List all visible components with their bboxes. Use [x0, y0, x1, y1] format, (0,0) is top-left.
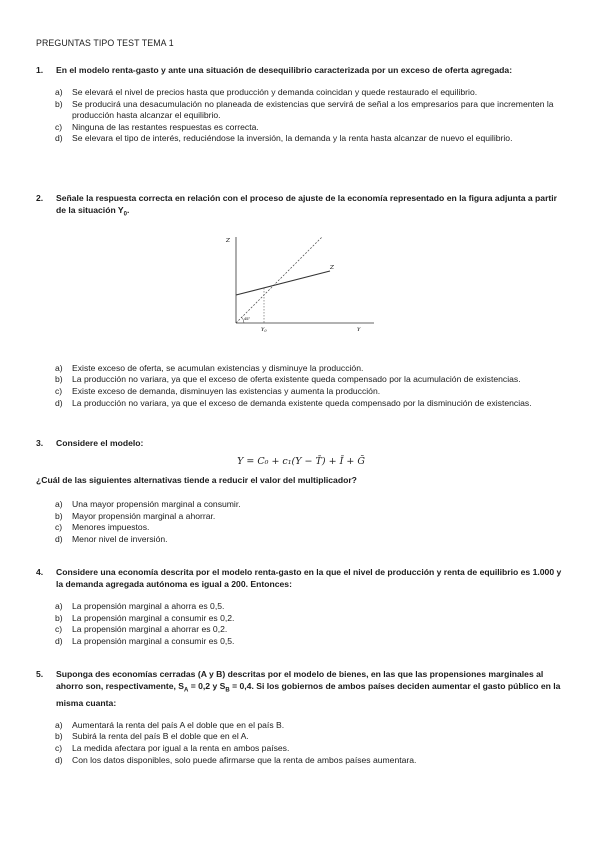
question-number: 5. — [36, 669, 44, 679]
question-1 — [36, 64, 566, 145]
option-text: Se elevara el tipo de interés, reduciéndose la inversión, la demanda y la renta hasta alcanzar de nuevo el equilibrio. — [72, 133, 513, 144]
option-letter: a) — [55, 499, 63, 509]
option-text: La producción no variara, ya que el exceso de oferta existente queda compensado por la acumulación de existencias. — [72, 374, 521, 385]
subscript: A — [184, 687, 189, 694]
subscript: B — [225, 687, 230, 694]
option-text: La propensión marginal a consumir es 0,5. — [72, 635, 235, 646]
model-formula: Y = C₀ + c₁(Y − T̄) + Ī + Ḡ — [237, 456, 365, 467]
option-text: Con los datos disponibles, solo puede afirmarse que la renta de ambos países aumentara. — [72, 754, 417, 765]
options-list — [36, 601, 566, 647]
option-c[interactable] — [36, 522, 566, 534]
option-a[interactable] — [36, 87, 566, 99]
option-a[interactable] — [36, 720, 566, 732]
y-axis-label: Z — [226, 237, 230, 244]
option-text: Una mayor propensión marginal a consumir. — [72, 499, 241, 509]
option-d[interactable] — [36, 133, 566, 145]
option-a[interactable] — [36, 601, 566, 613]
option-text: Se elevará el nivel de precios hasta que producción y demanda coincidan y quede restaurado el equilibrio. — [72, 87, 478, 97]
option-letter: a) — [55, 362, 63, 373]
option-b[interactable] — [36, 731, 566, 743]
option-letter: d) — [55, 635, 63, 646]
page-title: PREGUNTAS TIPO TEST TEMA 1 — [36, 38, 174, 48]
option-text: Se producirá una desacumulación no planeada de existencias que servirá de señal a los empresarios para que incrementen la producción hasta alcanzar el equilibrio. — [72, 98, 554, 121]
option-d[interactable] — [36, 398, 566, 410]
option-letter: b) — [55, 374, 63, 385]
option-text: Existe exceso de oferta, se acumulan existencias y disminuye la producción. — [72, 362, 364, 373]
question-text: Considere el modelo: — [56, 438, 144, 448]
adjustment-figure — [214, 229, 394, 341]
option-text: Existe exceso de demanda, disminuyen las existencias y aumenta la producción. — [72, 385, 381, 396]
subscript: 0 — [123, 211, 128, 218]
question-text: Señale la respuesta correcta en relación con el proceso de ajuste de la economía representado en la figura adjunta a partir de la situación $Y_0$. — [56, 193, 558, 218]
option-b[interactable] — [36, 374, 566, 386]
demand-line — [236, 271, 330, 295]
options-list — [36, 87, 566, 145]
options-list — [36, 363, 566, 409]
option-text: Menores impuestos. — [72, 522, 150, 533]
option-text: La propensión marginal a consumir es 0,2. — [72, 612, 235, 623]
option-text: Ninguna de las restantes respuestas es correcta. — [72, 121, 259, 132]
option-c[interactable] — [36, 743, 566, 755]
option-letter: b) — [55, 612, 63, 623]
option-b[interactable] — [36, 613, 566, 625]
question-3 — [36, 437, 566, 545]
forty-five-degree-line — [236, 237, 322, 323]
option-d[interactable] — [36, 534, 566, 546]
option-letter: c) — [55, 742, 63, 753]
option-letter: d) — [55, 533, 63, 544]
option-b[interactable] — [36, 511, 566, 523]
option-text: La producción no variara, ya que el exceso de demanda existente queda compensado por la disminución de existencias. — [72, 397, 532, 408]
question-number: 2. — [36, 193, 44, 203]
option-letter: b) — [55, 98, 63, 109]
angle-label: 45° — [244, 315, 251, 321]
option-letter: d) — [55, 754, 63, 765]
y0-label: $Y_0$ — [261, 326, 267, 333]
question-text: Considere una economía descrita por el modelo renta-gasto en la que el nivel de producción y renta de equilibrio es 1.000 y la demanda agregada autónoma es igual a 200. Entonces: — [56, 567, 562, 589]
option-d[interactable] — [36, 636, 566, 648]
option-text: La propensión marginal a ahorra es 0,5. — [72, 601, 225, 611]
question-number: 1. — [36, 65, 44, 75]
option-letter: c) — [55, 522, 63, 533]
option-letter: a) — [55, 719, 63, 730]
option-text: Mayor propensión marginal a ahorrar. — [72, 510, 216, 521]
question-text: En el modelo renta-gasto y ante una situación de desequilibrio caracterizada por un exceso de oferta agregada: — [56, 65, 513, 75]
option-letter: d) — [55, 397, 63, 408]
question-4 — [36, 566, 566, 647]
option-c[interactable] — [36, 386, 566, 398]
x-axis-label: Y — [357, 326, 361, 333]
options-list — [36, 499, 566, 545]
option-letter: a) — [55, 87, 63, 97]
option-c[interactable] — [36, 122, 566, 134]
option-letter: c) — [55, 385, 63, 396]
option-letter: b) — [55, 731, 63, 742]
options-list — [36, 720, 566, 766]
option-text: La propensión marginal a ahorrar es 0,2. — [72, 624, 228, 635]
line-label: Z — [330, 264, 334, 271]
question-number: 4. — [36, 567, 44, 577]
option-text: Menor nivel de inversión. — [72, 533, 168, 544]
option-c[interactable] — [36, 624, 566, 636]
option-text: Subirá la renta del país B el doble que en el A. — [72, 731, 249, 742]
option-b[interactable] — [36, 99, 566, 122]
question-text: Suponga des economías cerradas (A y B) descritas por el modelo de bienes, en las que las propensiones marginales al ahorro son, respectivamente, $S_A = 0,2$ y $S_B = 0,4$. Si los gobiernos de ambos países deciden aumentar el gasto público en la misma cuanta: — [56, 669, 561, 708]
option-letter: d) — [55, 133, 63, 144]
option-letter: b) — [55, 510, 63, 521]
option-letter: c) — [55, 624, 63, 635]
question-number: 3. — [36, 438, 44, 448]
question-5 — [36, 668, 566, 766]
question-2 — [36, 192, 566, 409]
question-prompt: ¿Cuál de las siguientes alternativas tiende a reducir el valor del multiplicador? — [36, 475, 357, 485]
option-letter: a) — [55, 601, 63, 611]
option-text: Aumentará la renta del país A el doble que en el país B. — [72, 719, 285, 730]
option-d[interactable] — [36, 755, 566, 767]
option-a[interactable] — [36, 363, 566, 375]
option-text: La medida afectara por igual a la renta en ambos países. — [72, 742, 290, 753]
option-letter: c) — [55, 121, 63, 132]
option-a[interactable] — [36, 499, 566, 511]
